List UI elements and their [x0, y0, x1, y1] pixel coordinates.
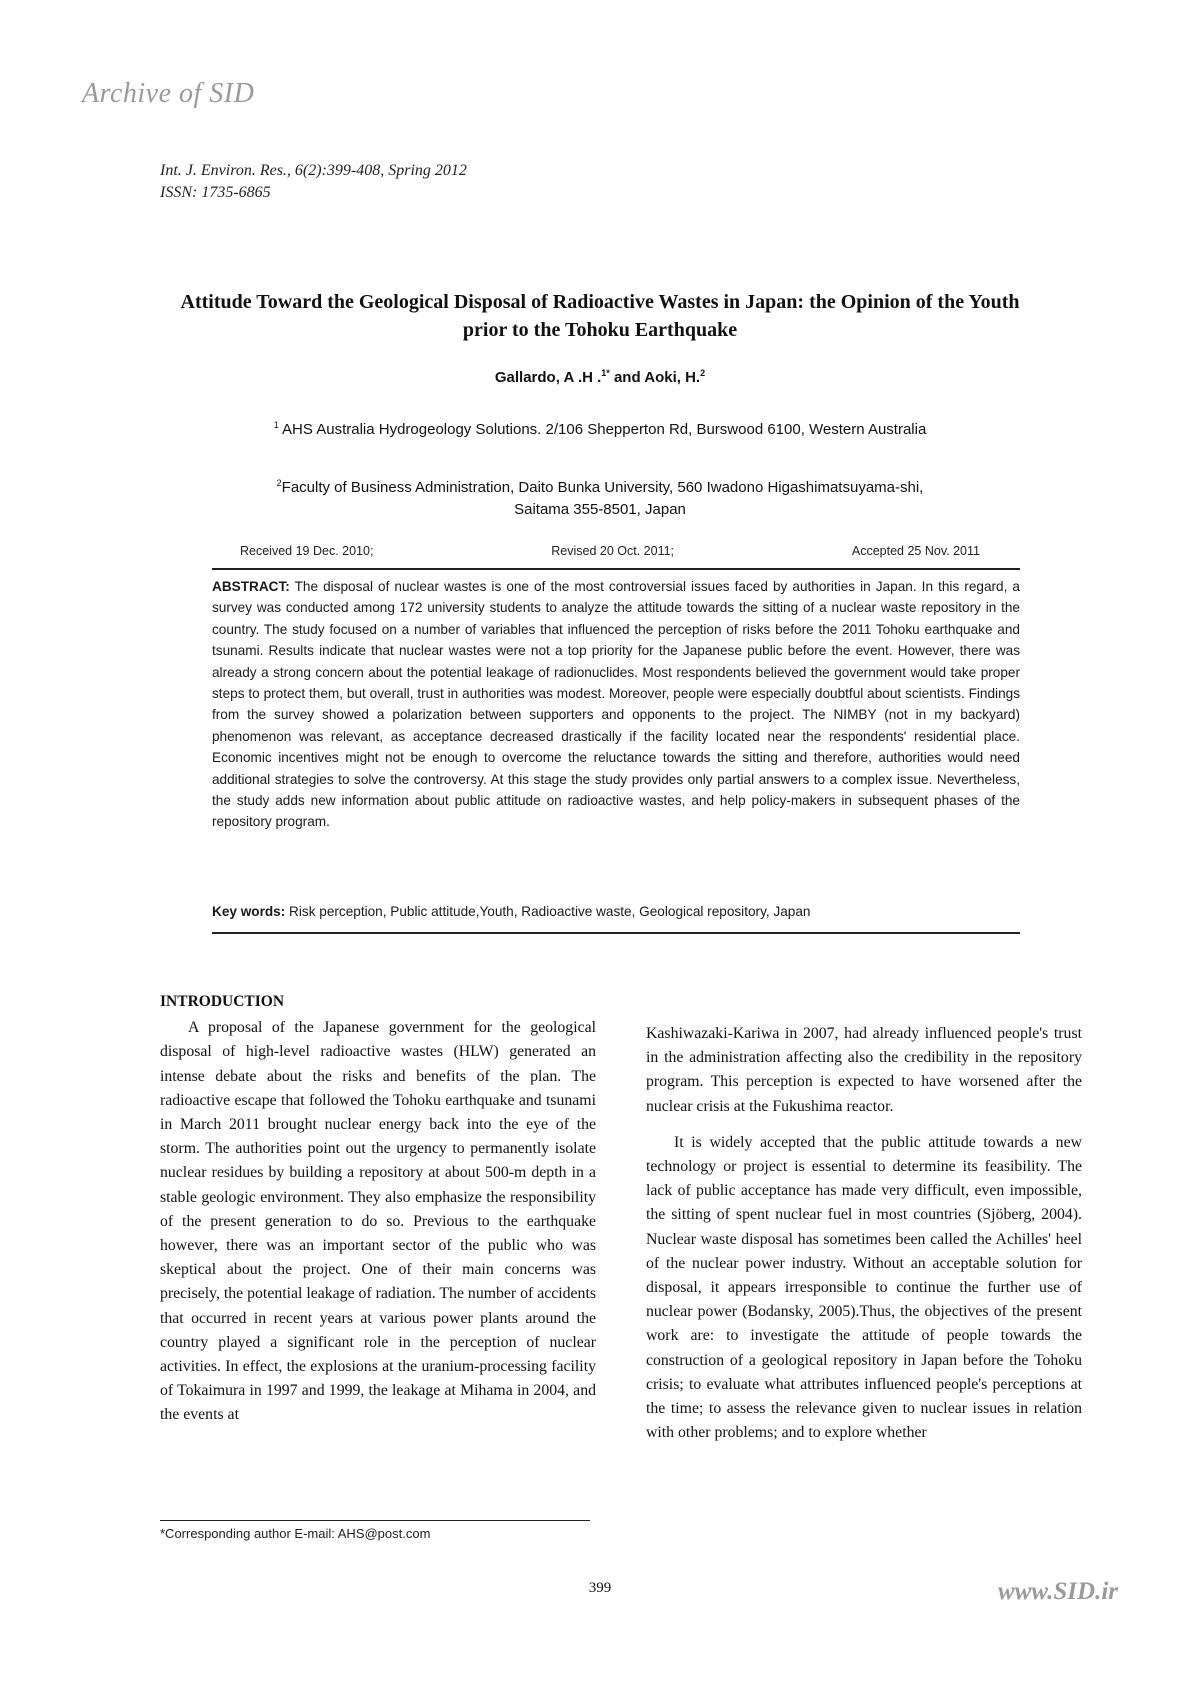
- submission-dates: [240, 544, 980, 558]
- author-names-1: Gallardo, A .H .: [494, 369, 602, 386]
- author-names-2: and Aoki, H.: [609, 369, 701, 386]
- watermark-sid-url: www.SID.ir: [998, 1578, 1118, 1605]
- introduction-paragraph-2: It is widely accepted that the public attitude towards a new technology or project is essential to determine its feasibility. The lack of public acceptance has made very difficult, even impossible, the sitting of spent nuclear fuel in most countries (Sjöberg, 2004). Nuclear waste disposal has sometimes been called the Achilles' heel of the nuclear power industry. Without an acceptable solution for disposal, it appears irresponsible to continue the further use of nuclear power (Bodansky, 2005).Thus, the objectives of the present work are: to investigate the attitude of people towards the construction of a geological repository in Japan before the Tohoku crisis; to evaluate what attributes influenced people's perceptions at the time; to assess the relevance given to nuclear issues in relation with other problems; and to explore whether: [646, 1133, 1082, 1442]
- keywords-label: Key words:: [212, 904, 286, 919]
- page-number: 399: [588, 1580, 612, 1596]
- date-received: Received 19 Dec. 2010;: [240, 544, 374, 558]
- abstract-bottom-rule: [212, 932, 1020, 934]
- corresponding-author-footnote: *Corresponding author E-mail: AHS@post.com: [160, 1526, 431, 1541]
- introduction-paragraph-1: A proposal of the Japanese government for the geological disposal of high-level radioactive wastes (HLW) generated an intense debate about the risks and benefits of the plan. The radioactive escape that followed the Tohoku earthquake and tsunami in March 2011 brought nuclear energy back into the eye of the storm. The authorities point out the urgency to permanently isolate nuclear residues by building a repository at about 500-m depth in a stable geologic environment. They also emphasize the responsibility of the present generation to do so. Previous to the earthquake however, there was an important sector of the public who was skeptical about the project. One of their main concerns was precisely, the potential leakage of radiation. The number of accidents that occurred in recent years at various power plants around the country played a significant role in the perception of nuclear activities. In effect, the explosions at the uranium-processing facility of Tokaimura in 1997 and 1999, the leakage at Mihama in 2004, and the events at: [160, 1019, 596, 1424]
- abstract: [212, 576, 1020, 833]
- affiliation-2-text: Faculty of Business Administration, Daito Bunka University, 560 Iwadono Higashimatsuyama-shi, Saitama 355-8501, Japan: [281, 479, 924, 518]
- footnote-rule: [160, 1520, 590, 1521]
- affiliation-1-text: AHS Australia Hydrogeology Solutions. 2/106 Shepperton Rd, Burswood 6100, Western Australia: [278, 421, 927, 438]
- author-line: [160, 368, 1040, 386]
- introduction-heading: INTRODUCTION: [160, 993, 285, 1010]
- watermark-archive-of-sid: Archive of SID: [82, 78, 255, 109]
- affiliation-1: [260, 414, 940, 441]
- journal-header: [160, 160, 467, 204]
- journal-issn: ISSN: 1735-6865: [160, 184, 271, 201]
- date-revised: Revised 20 Oct. 2011;: [551, 544, 675, 558]
- keywords-text: Risk perception, Public attitude,Youth, Radioactive waste, Geological repository, Japan: [285, 904, 811, 919]
- date-accepted: Accepted 25 Nov. 2011: [851, 544, 980, 558]
- author-sup-2: 2: [700, 368, 706, 378]
- introduction-paragraph-1-continued: Kashiwazaki-Kariwa in 2007, had already influenced people's trust in the administration affecting also the credibility in the repository program. This perception is expected to have worsened after the nuclear crisis at the Fukushima reactor.: [646, 1025, 1082, 1115]
- affiliation-2-sup: 2: [276, 478, 282, 488]
- abstract-text: The disposal of nuclear wastes is one of the most controversial issues faced by authorities in Japan. In this regard, a survey was conducted among 172 university students to analyze the attitude towards the sitting of a nuclear waste repository in the country. The study focused on a number of variables that influenced the perception of risks before the 2011 Tohoku earthquake and tsunami. Results indicate that nuclear wastes were not a top priority for the Japanese public before the event. However, there was already a strong concern about the potential leakage of radionuclides. Most respondents believed the government would take proper steps to protect them, but overall, trust in authorities was modest. Moreover, people were especially doubtful about scientists. Findings from the survey showed a polarization between supporters and opponents to the project. The NIMBY (not in my backyard) phenomenon was relevant, as acceptance decreased drastically if the facility located near the respondents' residential place. Economic incentives might not be enough to overcome the reluctance towards the sitting and therefore, authorities would need additional strategies to solve the controversy. At this stage the study provides only partial answers to a complex issue. Nevertheless, the study adds new information about public attitude on radioactive wastes, and help policy-makers in subsequent phases of the repository program.: [212, 579, 1020, 830]
- abstract-label: ABSTRACT:: [212, 579, 290, 594]
- affiliation-2: [260, 472, 940, 521]
- keywords: [212, 904, 1020, 919]
- body-column-left: [160, 990, 596, 1428]
- author-sup-1: 1*: [601, 368, 610, 378]
- abstract-top-rule: [212, 568, 1020, 570]
- paper-title: Attitude Toward the Geological Disposal of Radioactive Wastes in Japan: the Opinion of the Youth prior to the Tohoku Earthquake: [180, 291, 1020, 341]
- journal-citation: Int. J. Environ. Res., 6(2):399-408, Spring 2012: [160, 162, 467, 179]
- body-column-right: [646, 1022, 1082, 1445]
- affiliation-1-sup: 1: [273, 420, 279, 430]
